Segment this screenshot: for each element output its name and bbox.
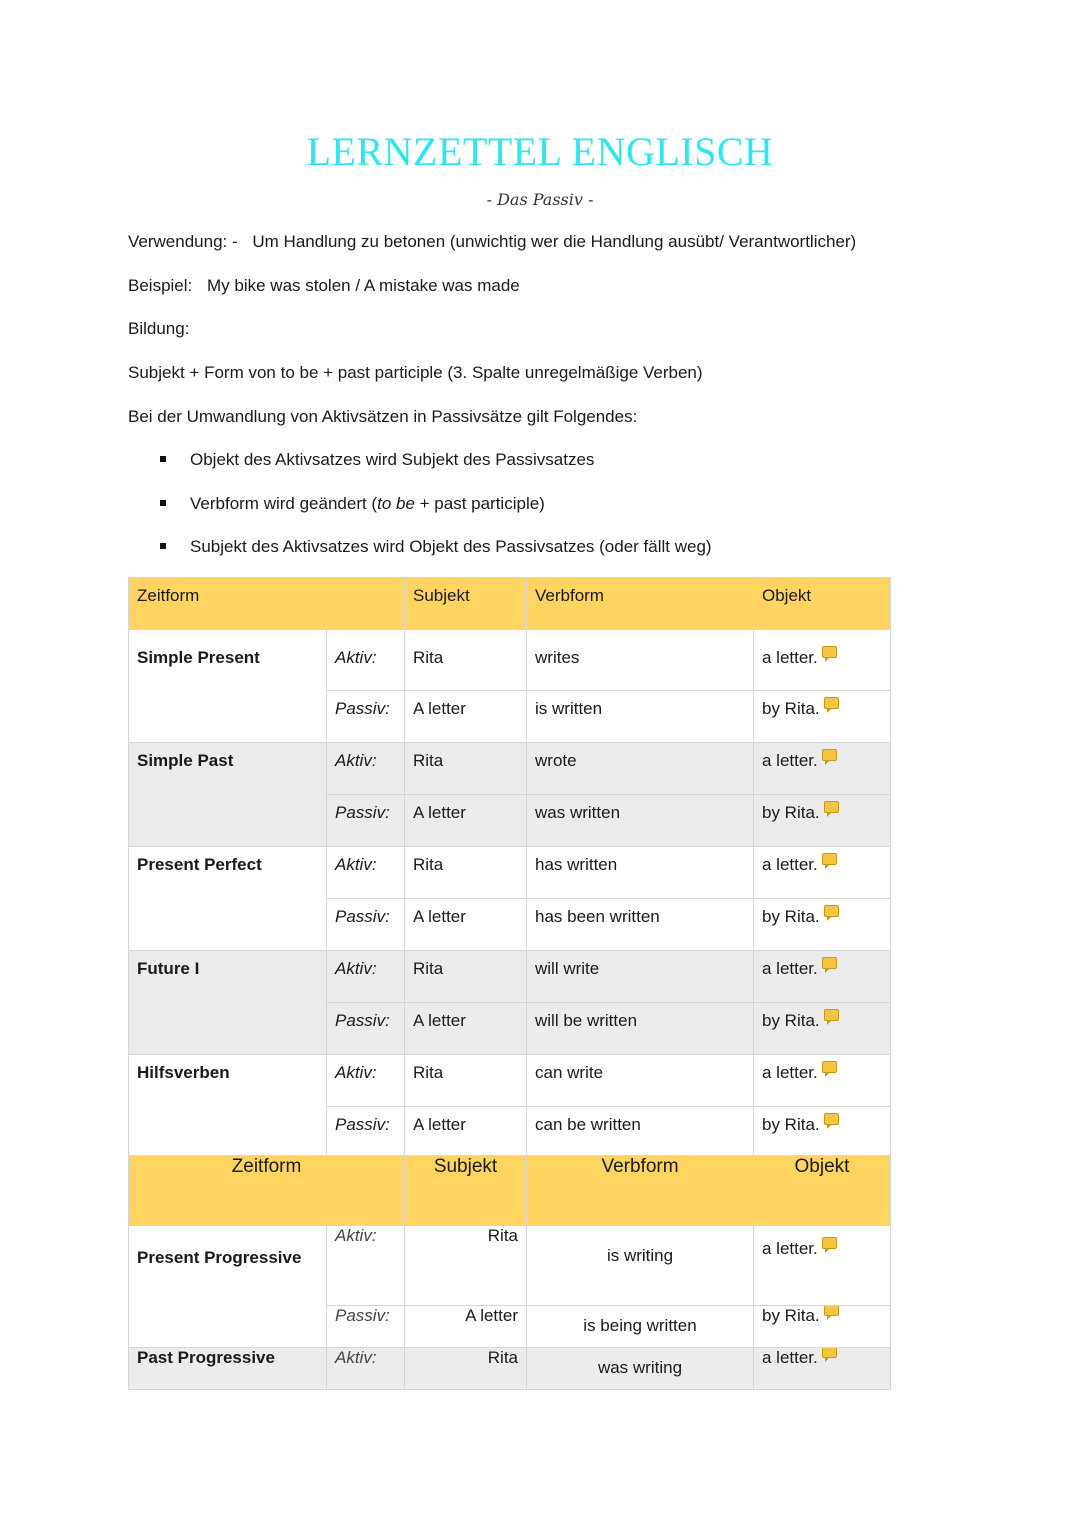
bullet-square-icon <box>160 543 166 549</box>
comment-icon[interactable] <box>824 1113 839 1125</box>
table-row: Passiv: A letter is being written by Rita. <box>129 1306 891 1348</box>
beispiel-line <box>128 275 520 297</box>
table-row: Passiv: A letter was written by Rita. <box>129 795 891 847</box>
tense-cell: Simple Present <box>129 630 327 743</box>
tense-cell: Past Progressive <box>129 1348 327 1390</box>
table-row: Passiv: A letter is written by Rita. <box>129 691 891 743</box>
beispiel-text: My bike was stolen / A mistake was made <box>207 276 520 295</box>
table-row: Simple Past Aktiv: Rita wrote a letter. <box>129 743 891 795</box>
header-zeitform: Zeitform <box>129 1156 405 1226</box>
bullet-square-icon <box>160 500 166 506</box>
table-row: Hilfsverben Aktiv: Rita can write a letter. <box>129 1055 891 1107</box>
comment-icon[interactable] <box>824 1306 839 1317</box>
comment-icon[interactable] <box>822 1237 837 1249</box>
verwendung-line <box>128 231 856 253</box>
tense-cell: Hilfsverben <box>129 1055 327 1159</box>
comment-icon[interactable] <box>822 646 837 658</box>
comment-icon[interactable] <box>822 853 837 865</box>
comment-icon[interactable] <box>822 1348 837 1359</box>
table-row: Passiv: A letter can be written by Rita. <box>129 1107 891 1159</box>
bullet-square-icon <box>160 456 166 462</box>
comment-icon[interactable] <box>822 957 837 969</box>
table-row: Past Progressive Aktiv: Rita was writing a letter. <box>129 1348 891 1390</box>
table-row: Present Progressive Aktiv: Rita is writing a letter. <box>129 1226 891 1306</box>
bullet-item-1: Objekt des Aktivsatzes wird Subjekt des Passivsatzes <box>160 449 594 471</box>
table-row: Simple Present Aktiv: Rita writes a letter. <box>129 630 891 691</box>
passive-table-2 <box>128 1155 891 1390</box>
table-row: Passiv: A letter will be written by Rita. <box>129 1003 891 1055</box>
page-title: LERNZETTEL ENGLISCH <box>306 129 774 174</box>
comment-icon[interactable] <box>822 749 837 761</box>
verwendung-text: Um Handlung zu betonen (unwichtig wer die Handlung ausübt/ Verantwortlicher) <box>252 232 857 251</box>
header-zeitform: Zeitform <box>129 578 405 630</box>
tense-cell: Future I <box>129 951 327 1055</box>
passive-table-1 <box>128 577 891 1159</box>
umwandlung-line: Bei der Umwandlung von Aktivsätzen in Passivsätze gilt Folgendes: <box>128 407 638 426</box>
bildung-label: Bildung: <box>128 319 190 338</box>
table-row: Passiv: A letter has been written by Rita. <box>129 899 891 951</box>
header-verbform: Verbform <box>527 1156 754 1226</box>
verwendung-label: Verwendung: - <box>128 232 238 251</box>
bullet-item-2: Verbform wird geändert (to be + past participle) <box>160 493 545 515</box>
beispiel-label: Beispiel: <box>128 276 193 295</box>
header-subjekt: Subjekt <box>405 1156 527 1226</box>
comment-icon[interactable] <box>824 905 839 917</box>
tense-cell: Present Progressive <box>129 1226 327 1348</box>
comment-icon[interactable] <box>824 801 839 813</box>
tense-cell: Present Perfect <box>129 847 327 951</box>
comment-icon[interactable] <box>824 1009 839 1021</box>
comment-icon[interactable] <box>822 1061 837 1073</box>
header-verbform: Verbform <box>527 578 754 630</box>
table-header-row <box>129 1156 891 1226</box>
header-objekt: Objekt <box>754 578 891 630</box>
table-header-row <box>129 578 891 630</box>
page-subtitle: - Das Passiv - <box>486 190 594 209</box>
comment-icon[interactable] <box>824 697 839 709</box>
table-row: Present Perfect Aktiv: Rita has written a letter. <box>129 847 891 899</box>
tense-cell: Simple Past <box>129 743 327 847</box>
table-row: Future I Aktiv: Rita will write a letter. <box>129 951 891 1003</box>
header-objekt: Objekt <box>754 1156 891 1226</box>
header-subjekt: Subjekt <box>405 578 527 630</box>
bullet-item-3: Subjekt des Aktivsatzes wird Objekt des Passivsatzes (oder fällt weg) <box>160 536 712 558</box>
formel-line: Subjekt + Form von to be + past participle (3. Spalte unregelmäßige Verben) <box>128 363 703 382</box>
